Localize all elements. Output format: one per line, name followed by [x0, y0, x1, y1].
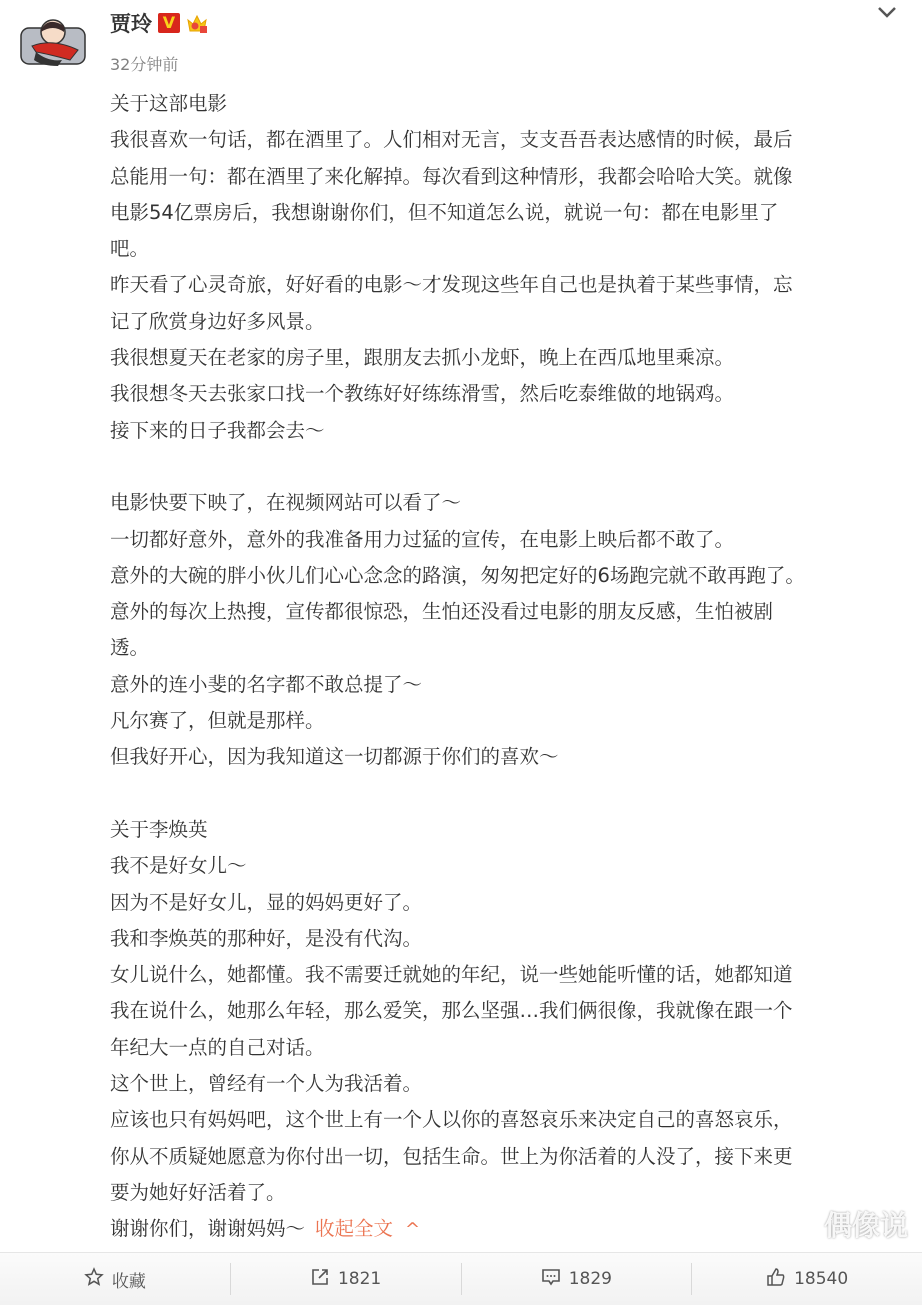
text-line: 关于李焕英 [110, 817, 208, 841]
comment-icon [541, 1267, 561, 1292]
repost-count: 1821 [337, 1269, 382, 1289]
star-icon [84, 1267, 104, 1292]
text-line: 总能用一句：都在酒里了来化解掉。每次看到这种情形，我都会哈哈大笑。就像 [110, 164, 793, 188]
text-line: 昨天看了心灵奇旅，好好看的电影～才发现这些年自己也是执着于某些事情，忘 [110, 273, 793, 297]
text-line: 女儿说什么，她都懂。我不需要迁就她的年纪，说一些她能听懂的话，她都知道 [110, 963, 793, 987]
text-line: 我很喜欢一句话，都在酒里了。人们相对无言，支支吾吾表达感情的时候，最后 [110, 128, 793, 152]
text-line: 电影54亿票房后，我想谢谢你们，但不知道怎么说，就说一句：都在电影里了 [110, 200, 779, 224]
action-bar [0, 1252, 922, 1305]
crown-badge-icon [186, 12, 208, 34]
avatar[interactable] [18, 10, 88, 70]
author-name[interactable]: 贾玲 [110, 12, 152, 36]
text-line: 意外的每次上热搜，宣传都很惊恐，生怕还没看过电影的朋友反感，生怕被剧 [110, 600, 774, 624]
comment-button[interactable] [462, 1253, 692, 1305]
text-line: 要为她好好活着了。 [110, 1180, 286, 1204]
chevron-down-icon[interactable] [876, 4, 898, 20]
text-line: 电影快要下映了，在视频网站可以看了～ [110, 491, 462, 515]
like-count: 18540 [794, 1269, 849, 1289]
author-row [110, 8, 208, 38]
verified-badge-icon: V [158, 13, 180, 33]
text-line: 我很想冬天去张家口找一个教练好好练练滑雪，然后吃泰维做的地锅鸡。 [110, 382, 735, 406]
post-content [110, 86, 900, 1248]
like-button[interactable] [692, 1253, 922, 1305]
text-line: 一切都好意外，意外的我准备用力过猛的宣传，在电影上映后都不敢了。 [110, 527, 735, 551]
text-line [110, 1211, 900, 1247]
repost-icon [310, 1267, 330, 1292]
text-line: 关于这部电影 [110, 92, 228, 115]
text-line: 透。 [110, 636, 150, 660]
repost-button[interactable] [231, 1253, 461, 1305]
text-line: 应该也只有妈妈吧，这个世上有一个人以你的喜怒哀乐来决定自己的喜怒哀乐， [110, 1108, 793, 1132]
text-line: 意外的大碗的胖小伙儿们心心念念的路演，匆匆把定好的6场跑完就不敢再跑了。 [110, 563, 805, 587]
text-line: 凡尔赛了，但就是那样。 [110, 709, 325, 733]
text-line: 但我好开心，因为我知道这一切都源于你们的喜欢～ [110, 745, 559, 769]
text-line: 你从不质疑她愿意为你付出一切，包括生命。世上为你活着的人没了，接下来更 [110, 1144, 793, 1168]
text-line: 我和李焕英的那种好，是没有代沟。 [110, 926, 423, 950]
text-line: 记了欣赏身边好多风景。 [110, 309, 325, 333]
blank-line [110, 449, 900, 485]
comment-count: 1829 [568, 1269, 612, 1289]
text-line: 我很想夏天在老家的房子里，跟朋友去抓小龙虾，晚上在西瓜地里乘凉。 [110, 346, 735, 370]
text-line: 这个世上，曾经有一个人为我活着。 [110, 1072, 423, 1096]
text-line: 吧。 [110, 237, 150, 261]
thumbs-up-icon [766, 1267, 786, 1292]
favorite-button[interactable] [0, 1253, 230, 1305]
post-time[interactable]: 32分钟前 [110, 55, 179, 74]
last-line-text: 谢谢你们，谢谢妈妈～ [110, 1217, 306, 1241]
text-line: 意外的连小斐的名字都不敢总提了～ [110, 672, 423, 696]
text-line: 年纪大一点的自己对话。 [110, 1035, 325, 1059]
blank-line [110, 776, 900, 812]
favorite-label: 收藏 [111, 1271, 146, 1292]
text-line: 接下来的日子我都会去～ [110, 418, 325, 442]
text-line: 因为不是好女儿，显的妈妈更好了。 [110, 890, 423, 914]
watermark: 偶像说 [823, 1209, 908, 1242]
chevron-up-icon[interactable]: ^ [405, 1219, 421, 1241]
text-line: 我在说什么，她那么年轻，那么爱笑，那么坚强…我们俩很像，我就像在跟一个 [110, 999, 793, 1023]
collapse-link[interactable]: 收起全文 [315, 1217, 394, 1241]
text-line: 我不是好女儿～ [110, 854, 247, 878]
